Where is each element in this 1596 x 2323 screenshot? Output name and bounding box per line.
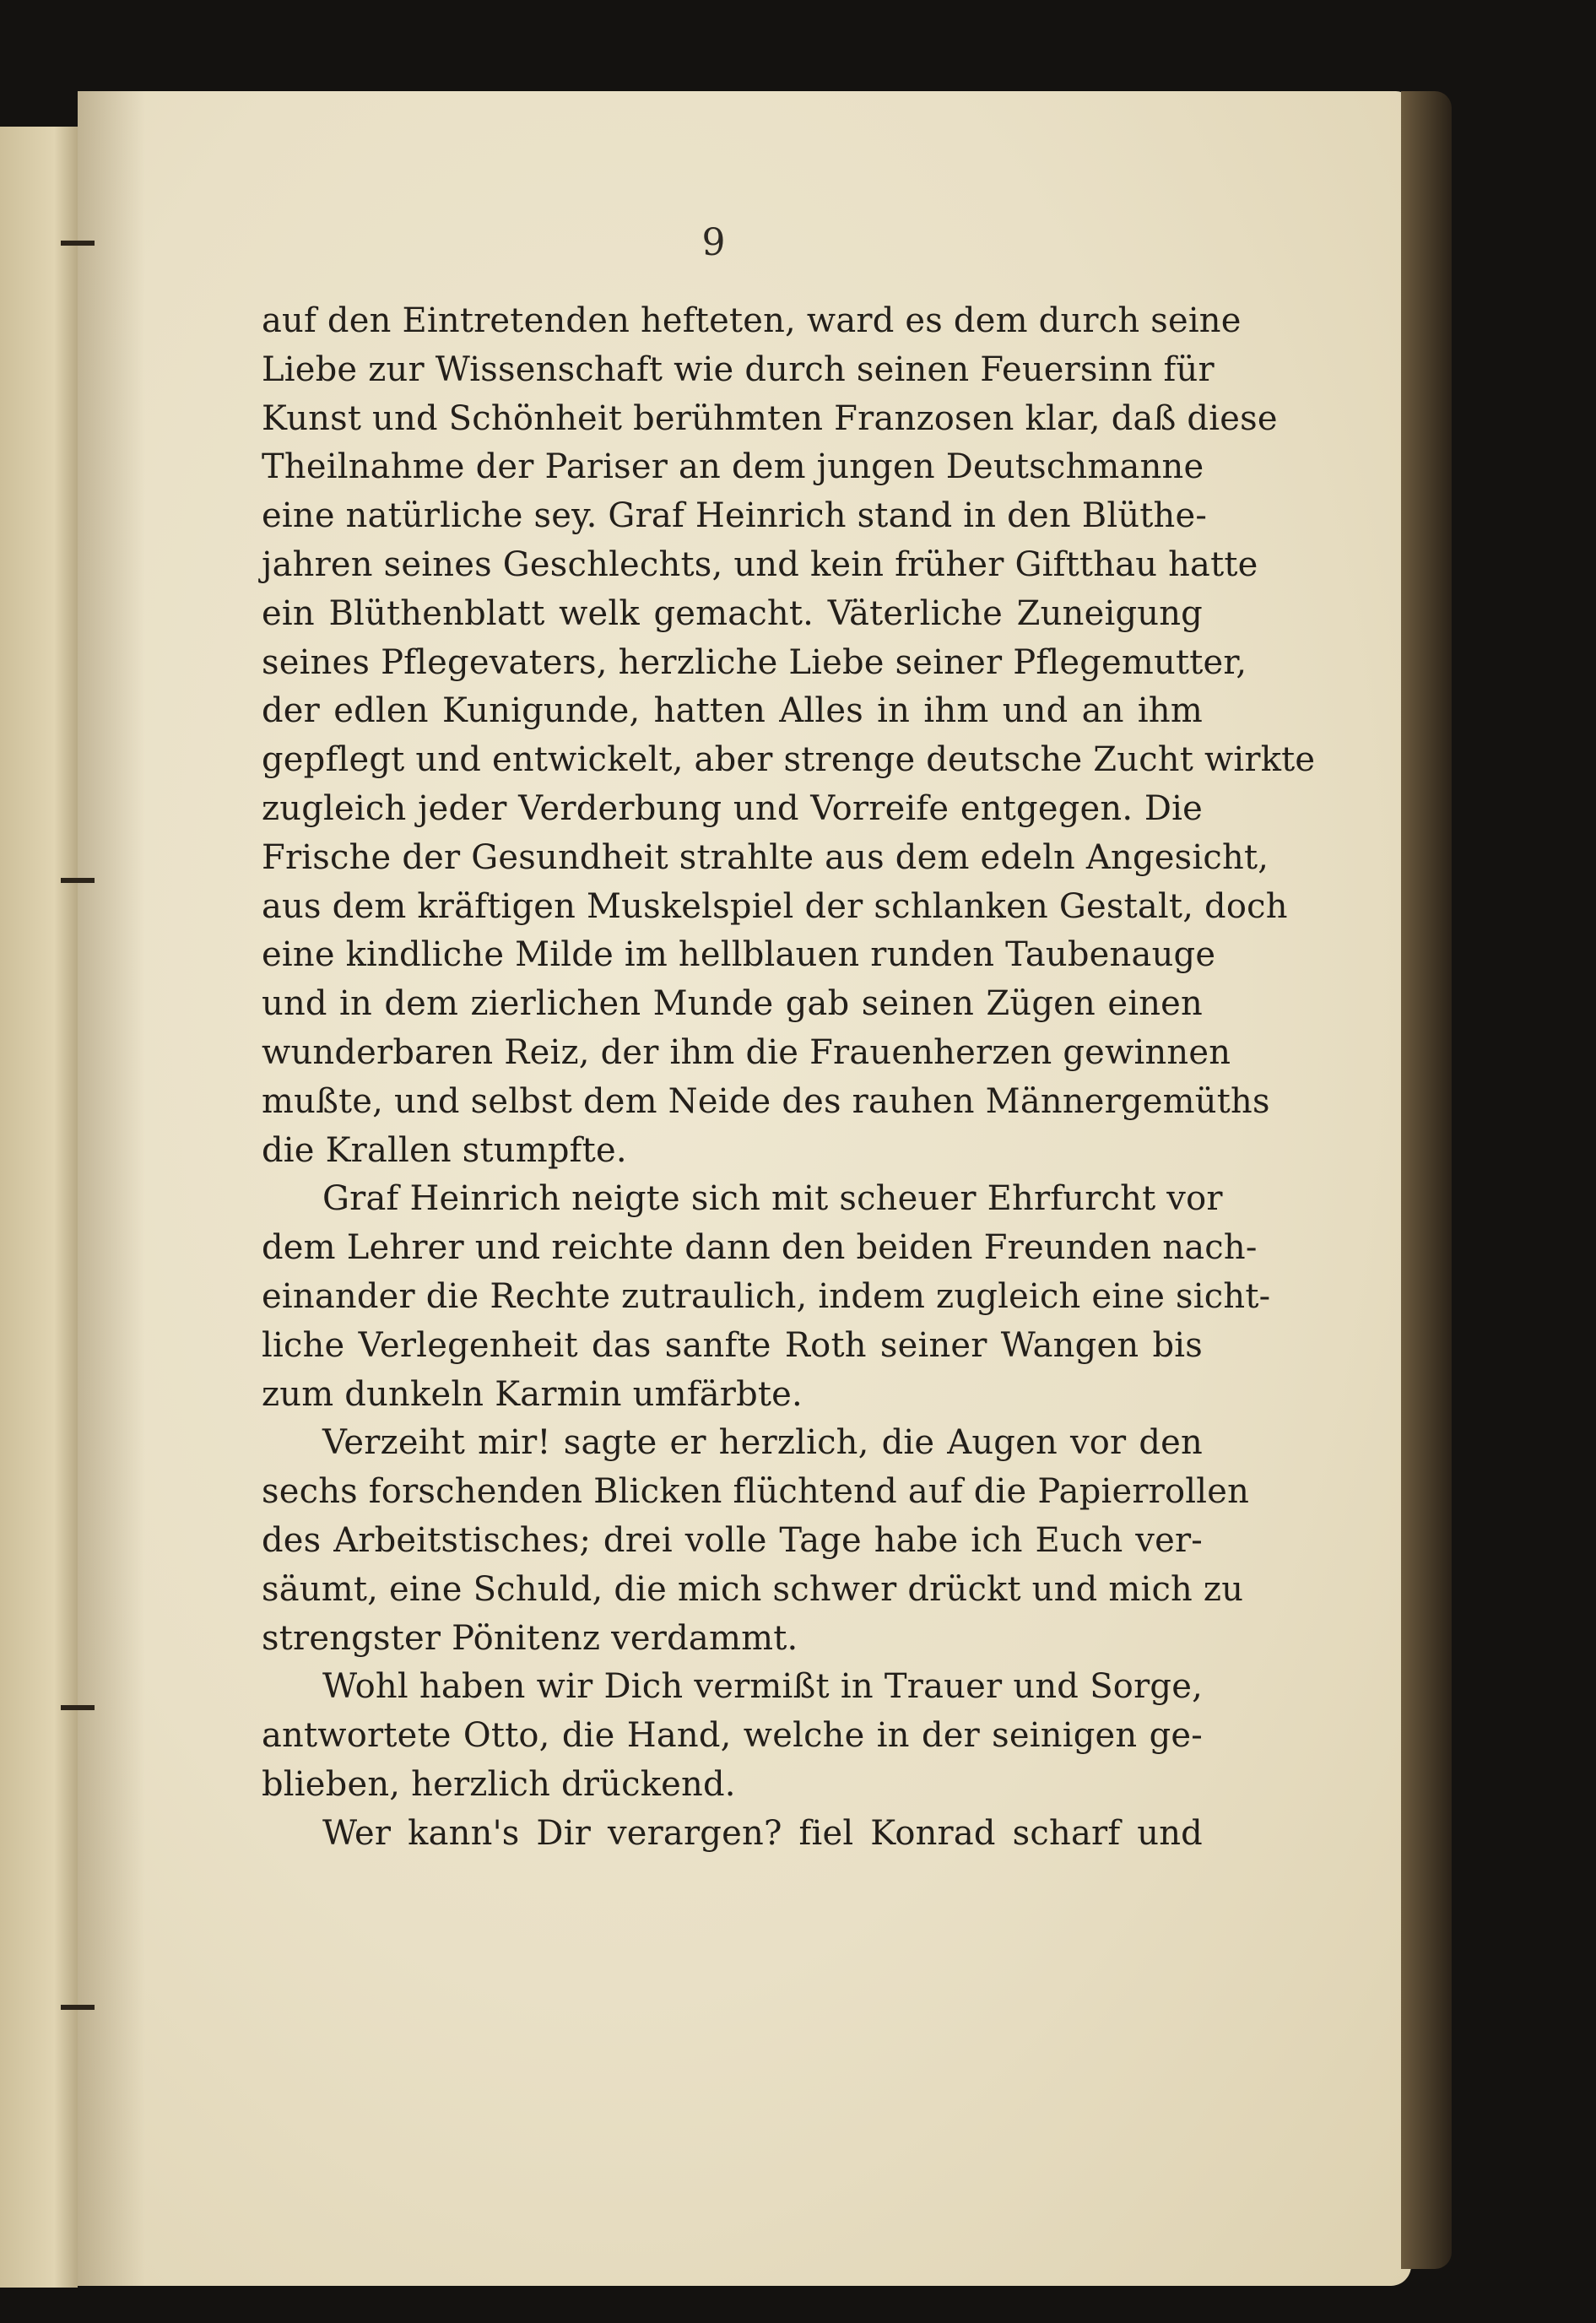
text-line: Frische der Gesundheit strahlte aus dem edeln Angesicht, [262, 837, 1269, 877]
page-gutter-shadow [78, 91, 145, 2286]
binding-thread [61, 1705, 95, 1710]
book-binding-edge [1401, 91, 1452, 2269]
text-line: einander die Rechte zutraulich, indem zugleich eine sicht- [262, 1276, 1271, 1316]
text-line: Liebe zur Wissenschaft wie durch seinen Feuersinn für [262, 349, 1215, 389]
text-line: Wer kann's Dir verargen? fiel Konrad scharf und [322, 1813, 1203, 1853]
text-line: gepflegt und entwickelt, aber strenge deutsche Zucht wirkte [262, 740, 1316, 780]
text-line: die Krallen stumpfte. [262, 1130, 627, 1170]
text-line: eine natürliche sey. Graf Heinrich stand in den Blüthe- [262, 496, 1208, 536]
text-line: dem Lehrer und reichte dann den beiden Freunden nach- [262, 1228, 1258, 1268]
text-line: sechs forschenden Blicken flüchtend auf die Papierrollen [262, 1472, 1250, 1512]
text-line: Kunst und Schönheit berühmten Franzosen klar, daß diese [262, 398, 1278, 438]
text-line: Theilnahme der Pariser an dem jungen Deutschmanne [262, 447, 1204, 487]
text-line: blieben, herzlich drückend. [262, 1764, 736, 1804]
text-line: zugleich jeder Verderbung und Vorreife entgegen. Die [262, 788, 1203, 828]
binding-thread [61, 878, 95, 883]
text-line: wunderbaren Reiz, der ihm die Frauenherzen gewinnen [262, 1032, 1231, 1072]
text-line: der edlen Kunigunde, hatten Alles in ihm und an ihm [262, 691, 1203, 731]
text-line: auf den Eintretenden hefteten, ward es dem durch seine [262, 301, 1242, 340]
text-line: säumt, eine Schuld, die mich schwer drückt und mich zu [262, 1569, 1244, 1609]
text-line: Wohl haben wir Dich vermißt in Trauer und Sorge, [322, 1667, 1203, 1707]
body-text [262, 297, 1316, 1859]
text-line: des Arbeitstisches; drei volle Tage habe ich Euch ver- [262, 1520, 1203, 1560]
text-line: strengster Pönitenz verdammt. [262, 1618, 798, 1658]
text-line: ein Blüthenblatt welk gemacht. Väterliche Zuneigung [262, 593, 1203, 633]
text-line: Verzeiht mir! sagte er herzlich, die Augen vor den [322, 1423, 1203, 1463]
text-line: jahren seines Geschlechts, und kein früher Giftthau hatte [262, 544, 1258, 584]
binding-thread [61, 2005, 95, 2010]
text-line: antwortete Otto, die Hand, welche in der seinigen ge- [262, 1716, 1203, 1756]
text-line: aus dem kräftigen Muskelspiel der schlanken Gestalt, doch [262, 886, 1288, 926]
text-line: Graf Heinrich neigte sich mit scheuer Ehrfurcht vor [322, 1179, 1223, 1219]
text-line: seines Pflegevaters, herzliche Liebe seiner Pflegemutter, [262, 642, 1247, 682]
text-line: liche Verlegenheit das sanfte Roth seiner Wangen bis [262, 1325, 1203, 1365]
page-number: 9 [701, 221, 726, 264]
text-line: mußte, und selbst dem Neide des rauhen Männergemüths [262, 1081, 1270, 1121]
text-line: und in dem zierlichen Munde gab seinen Zügen einen [262, 984, 1203, 1024]
left-page-edge [0, 127, 78, 2288]
text-line: eine kindliche Milde im hellblauen runden Taubenauge [262, 935, 1216, 975]
text-line: zum dunkeln Karmin umfärbte. [262, 1374, 803, 1414]
